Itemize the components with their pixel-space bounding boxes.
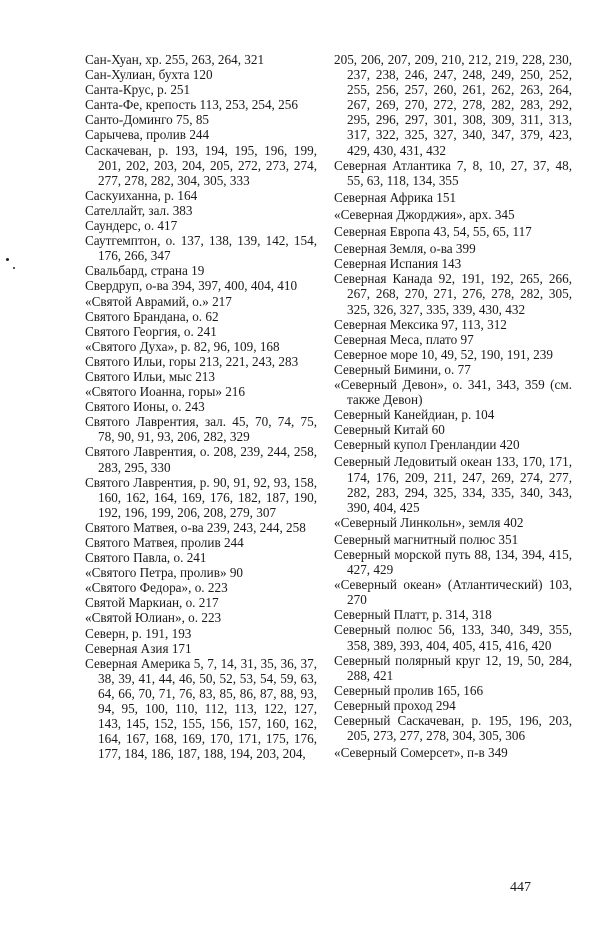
- index-entry: Святого Георгия, о. 241: [85, 323, 217, 339]
- index-entry: «Северная Джорджия», арх. 345: [334, 206, 515, 222]
- index-entry: Северная Африка 151: [334, 189, 457, 205]
- index-entry: Святого Лаврентия, о. 208, 239, 244, 258, 283, 295, 330: [85, 444, 317, 475]
- index-entry: Святого Лаврентия, р. 90, 91, 92, 93, 158, 160, 162, 164, 169, 176, 182, 187, 190, 192, 196, 199, 206, 208, 279, 307: [85, 474, 317, 520]
- index-entry: Северная Европа 43, 54, 55, 65, 117: [334, 224, 532, 240]
- index-entry: Святого Лаврентия, зал. 45, 70, 74, 75, 78, 90, 91, 93, 206, 282, 329: [85, 414, 317, 445]
- index-entry: Саундерс, о. 417: [85, 218, 178, 234]
- index-entry: Северный Китай 60: [334, 422, 445, 438]
- index-column-right: [334, 52, 572, 760]
- index-entry: Санто-Доминго 75, 85: [85, 112, 210, 128]
- index-entry: Северный магнитный полюс 351: [334, 531, 519, 547]
- index-entry: Северная Земля, о-ва 399: [334, 241, 476, 257]
- index-entry: Санта-Крус, р. 251: [85, 82, 191, 98]
- index-entry: Северный Канейдиан, р. 104: [334, 407, 495, 423]
- index-entry: Северная Америка 5, 7, 14, 31, 35, 36, 37, 38, 39, 41, 44, 46, 50, 52, 53, 54, 59, 63, 64, 66, 70, 71, 76, 83, 85, 86, 87, 88, 93, 94, 95, 100, 110, 112, 113, 122, 127, 143, 145, 152, 155, 156, 157, 160, 162, 164, 167, 168, 169, 170, 171, 175, 176, 177, 184, 186, 187, 188, 194, 203, 204,: [85, 655, 317, 762]
- index-entry: «Северный Сомерсет», п-в 349: [334, 745, 508, 761]
- index-entry: Северный проход 294: [334, 697, 456, 713]
- index-entry: Северный Саскачеван, р. 195, 196, 203, 205, 273, 277, 278, 304, 305, 306: [334, 713, 572, 744]
- index-entry: Святой Маркиан, о. 217: [85, 595, 219, 611]
- index-entry: Святого Ильи, горы 213, 221, 243, 283: [85, 353, 299, 369]
- index-entry: Северный полярный круг 12, 19, 50, 284, 288, 421: [334, 652, 572, 683]
- index-entry: Северн, р. 191, 193: [85, 625, 192, 641]
- index-entry: Святого Матвея, о-ва 239, 243, 244, 258: [85, 519, 306, 535]
- index-entry: Северный морской путь 88, 134, 394, 415, 427, 429: [334, 547, 572, 578]
- index-entry: Сан-Хулиан, бухта 120: [85, 67, 213, 83]
- index-entry: Северный пролив 165, 166: [334, 682, 484, 698]
- index-entry: Святого Ионы, о. 243: [85, 399, 205, 415]
- index-entry: Северная Атлантика 7, 8, 10, 27, 37, 48, 55, 63, 118, 134, 355: [334, 157, 572, 188]
- index-entry: Святого Ильи, мыс 213: [85, 368, 215, 384]
- index-entry: Свердруп, о-ва 394, 397, 400, 404, 410: [85, 278, 298, 294]
- index-entry-continuation: 205, 206, 207, 209, 210, 212, 219, 228, 230, 237, 238, 246, 247, 248, 249, 250, 252, 255, 256, 257, 260, 261, 262, 263, 264, 267, 269, 270, 272, 278, 282, 283, 292, 295, 296, 297, 301, 308, 309, 311, 313, 317, 322, 325, 327, 340, 347, 379, 423, 429, 430, 431, 432: [334, 52, 572, 158]
- index-entry: Северная Канада 92, 191, 192, 265, 266, 267, 268, 270, 271, 276, 278, 282, 305, 325, 326, 327, 335, 339, 430, 432: [334, 271, 572, 317]
- index-entry: Северный купол Гренландии 420: [334, 437, 520, 453]
- index-column-left: [85, 52, 317, 761]
- index-entry: Святого Павла, о. 241: [85, 550, 207, 566]
- index-entry: Свальбард, страна 19: [85, 263, 205, 279]
- index-entry: «Северный Линкольн», земля 402: [334, 514, 524, 530]
- index-entry: Северная Испания 143: [334, 256, 462, 272]
- index-entry: «Святого Духа», р. 82, 96, 109, 168: [85, 338, 280, 354]
- index-entry: Северный Бимини, о. 77: [334, 361, 471, 377]
- index-entry: Северный Ледовитый океан 133, 170, 171, 174, 176, 209, 211, 247, 269, 274, 277, 282, 283, 294, 325, 334, 335, 340, 343, 390, 404, 425: [334, 454, 572, 515]
- index-entry: «Северный Девон», о. 341, 343, 359 (см. также Девон): [334, 376, 572, 408]
- page-number: 447: [510, 880, 531, 895]
- index-entry: Сан-Хуан, хр. 255, 263, 264, 321: [85, 52, 265, 67]
- index-entry: Северный Платт, р. 314, 318: [334, 607, 492, 623]
- index-entry: Сарычева, пролив 244: [85, 127, 210, 143]
- index-entry: Санта-Фе, крепость 113, 253, 254, 256: [85, 97, 298, 113]
- index-entry: «Святого Петра, пролив» 90: [85, 565, 244, 581]
- index-entry: Сателлайт, зал. 383: [85, 202, 193, 218]
- index-entry: Саскачеван, р. 193, 194, 195, 196, 199, 201, 202, 203, 204, 205, 272, 273, 274, 277, 278, 282, 304, 305, 333: [85, 142, 317, 188]
- index-entry: «Святого Иоанна, горы» 216: [85, 384, 245, 400]
- index-entry: Северная Азия 171: [85, 640, 192, 656]
- index-entry: Северная Мексика 97, 113, 312: [334, 316, 507, 332]
- index-entry: Саскуиханна, р. 164: [85, 187, 198, 203]
- print-speck: [13, 267, 15, 269]
- index-entry: «Северный океан» (Атлантический) 103, 270: [334, 577, 572, 608]
- index-entry: Северное море 10, 49, 52, 190, 191, 239: [334, 346, 553, 362]
- index-entry: Святого Брандана, о. 62: [85, 308, 219, 324]
- index-entry: Северный полюс 56, 133, 340, 349, 355, 358, 389, 393, 404, 405, 415, 416, 420: [334, 622, 572, 653]
- index-entry: «Святого Федора», о. 223: [85, 580, 228, 596]
- index-entry: «Святой Аврамий, о.» 217: [85, 293, 232, 309]
- index-entry: Северная Меса, плато 97: [334, 331, 474, 347]
- index-entry: «Святой Юлиан», о. 223: [85, 610, 222, 626]
- index-entry: Святого Матвея, пролив 244: [85, 535, 244, 550]
- index-entry: Саутгемптон, о. 137, 138, 139, 142, 154, 176, 266, 347: [85, 233, 317, 264]
- print-speck: [6, 258, 9, 261]
